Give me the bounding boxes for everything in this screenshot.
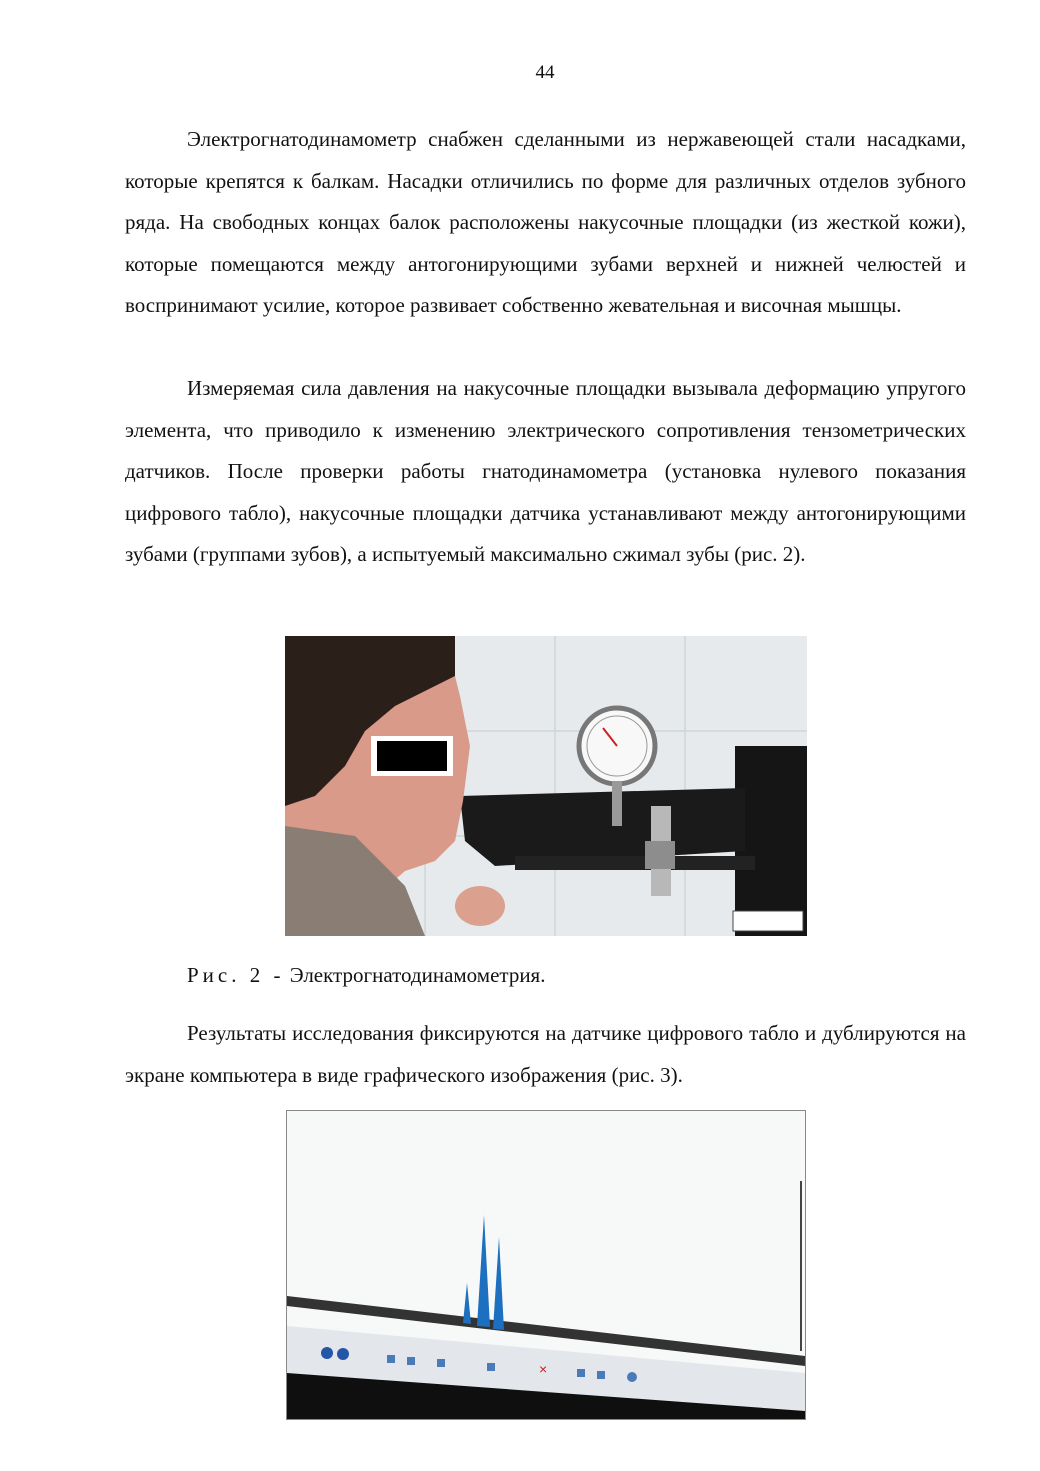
paragraph-1: Электрогнатодинамометр снабжен сделанными из нержавеющей стали насадками, которые крепятся к балкам. Насадки отличились по форме для различных отделов зубного ряда. На свободных концах балок расположены накусочные площадки (из жесткой кожи), которые помещаются между антогонирующими зубами верхней и нижней челюстей и воспринимают усилие, которое развивает собственно жевательная и височная мышцы. <box>125 127 966 317</box>
paragraph-2: Измеряемая сила давления на накусочные площадки вызывала деформацию упругого элемента, что приводило к изменению электрического сопротивления тензометрических датчиков. После проверки работы гнатодинамометра (установка нулевого показания цифрового табло), накусочные площадки датчика устанавливают между антогонирующими зубами (группами зубов), а испытуемый максимально сжимал зубы (рис. 2). <box>125 376 966 566</box>
screen-graph-photo <box>287 1111 805 1419</box>
figure-2-caption <box>187 963 545 988</box>
figure-2-photo <box>285 636 807 936</box>
gnathodynamometry-photo <box>285 636 807 936</box>
figure-3-screen-photo <box>286 1110 806 1420</box>
caption-label: Рис. 2 - <box>187 963 285 987</box>
paragraph-3: Результаты исследования фиксируются на датчике цифрового табло и дублируются на экране компьютера в виде графического изображения (рис. 3). <box>125 1021 966 1087</box>
page-number: 44 <box>535 62 555 83</box>
svg-text:×: × <box>539 1361 548 1377</box>
caption-text: Электрогнатодинамометрия. <box>289 963 546 987</box>
